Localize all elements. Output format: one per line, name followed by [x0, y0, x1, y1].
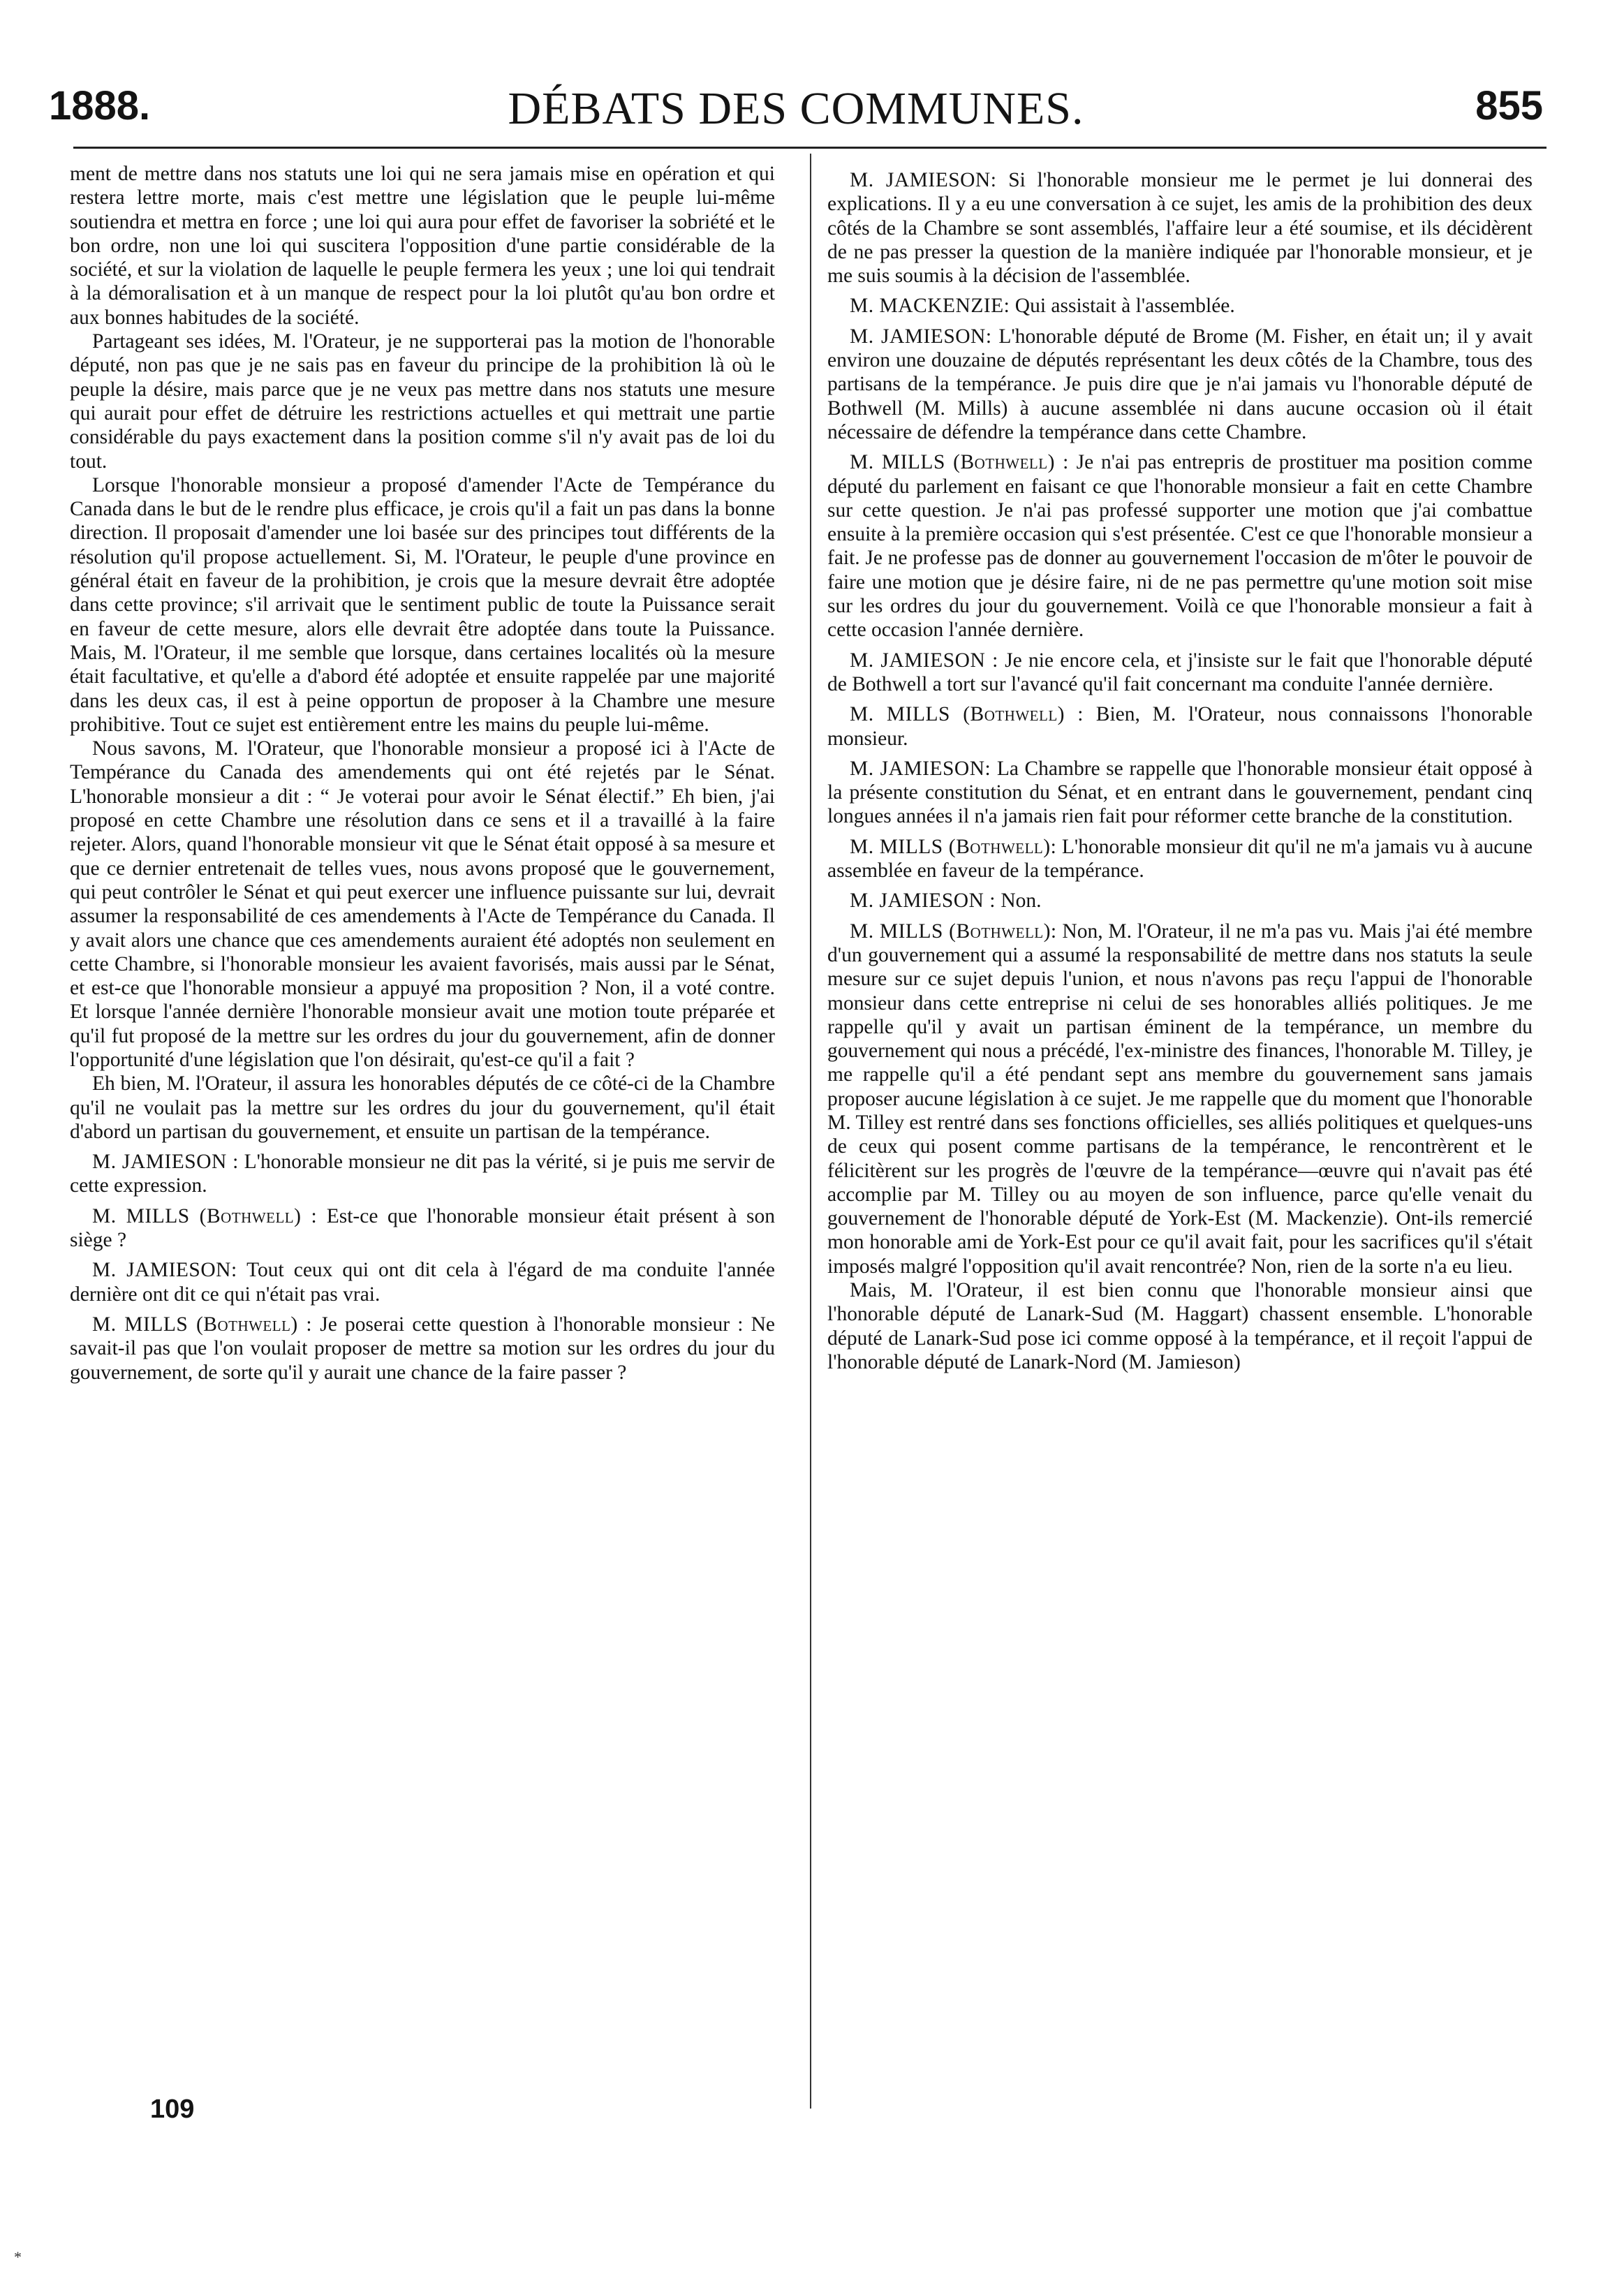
paragraph: Eh bien, M. l'Orateur, il assura les honorables députés de ce côté-ci de la Chambre qu'il ne voulait pas la mettre sur les ordres du jour du gouvernement, qu'il était d'abord un partisan du gouvernement, et ensuite un partisan de la tempérance. — [70, 1072, 775, 1143]
header-rule — [73, 147, 1547, 149]
speaker-name: M. MILLS (Bothwell) : — [92, 1313, 313, 1336]
page-number: 855 — [1475, 83, 1543, 128]
continued-paragraph: ment de mettre dans nos statuts une loi qui ne sera jamais mise en opération et qui restera lettre morte, mais c'est mettre une législation que le peuple lui-même soutiendra et mettra en force ; une loi qui aura pour effet de favoriser la sobriété et le bon ordre, non une loi qui suscitera l'opposition d'une partie considérable de la société, et sur la violation de laquelle le peuple fermera les yeux ; une loi qui tendrait à la démoralisation et à un manque de respect pour la loi plutôt qu'au bon ordre et aux bonnes habitudes de la société. — [70, 163, 775, 329]
speech-text: L'honorable monsieur ne dit pas la vérité, si je puis me servir de cette expression. — [70, 1151, 775, 1197]
speech-text: Non. — [1001, 889, 1042, 913]
speech-text: Bien, M. l'Orateur, nous connaissons l'honorable monsieur. — [827, 703, 1533, 750]
speaker-name: M. JAMIESON: — [850, 757, 991, 780]
speech-text: Tout ceux qui ont dit cela à l'égard de ma conduite l'année dernière ont dit ce qui n'était pas vrai. — [70, 1259, 775, 1306]
speech-text: L'honorable député de Brome (M. Fisher, en était un; il y avait environ une douzaine de députés représentant les deux côtés de la Chambre, tous des partisans de la tempérance. Je puis dire que je n'ai jamais vu l'honorable député de Bothwell (M. Mills) à aucune assemblée ni dans aucune occasion où il était nécessaire de défendre la tempérance dans cette Chambre. — [827, 325, 1533, 443]
speech-paragraph — [827, 168, 1533, 288]
speaker-name: M. JAMIESON : — [92, 1151, 239, 1174]
speech-text: L'honorable monsieur dit qu'il ne m'a jamais vu à aucune assemblée en faveur de la tempérance. — [827, 835, 1533, 883]
speech-paragraph — [70, 1313, 775, 1385]
header-title: DÉBATS DES COMMUNES. — [508, 83, 1084, 134]
speech-text: La Chambre se rappelle que l'honorable monsieur était opposé à la présente constitution du Sénat, et en entrant dans le gouvernement, pendant cinq longues années il n'a jamais rien fait pour réformer cette branche de la constitution. — [827, 757, 1533, 828]
speaker-name: M. JAMIESON: — [92, 1259, 237, 1282]
speech-paragraph — [827, 450, 1533, 642]
corner-mark: * — [14, 2248, 22, 2266]
speech-paragraph — [827, 325, 1533, 444]
speech-paragraph — [70, 1258, 775, 1306]
speech-paragraph — [827, 294, 1533, 318]
speaker-name: M. JAMIESON : — [850, 889, 996, 913]
speaker-name: M. MILLS (Bothwell): — [850, 835, 1057, 858]
speaker-name: M. JAMIESON: — [850, 169, 997, 191]
left-column — [70, 162, 775, 1385]
signature-number: 109 — [150, 2095, 195, 2124]
speech-text: Je nie encore cela, et j'insiste sur le fait que l'honorable député de Bothwell a tort sur l'avancé qu'il fait concernant ma conduite l'année dernière. — [827, 649, 1533, 695]
speech-paragraph — [827, 920, 1533, 1278]
column-divider — [810, 154, 811, 2109]
speech-paragraph — [827, 835, 1533, 883]
speech-text: Non, M. l'Orateur, il ne m'a pas vu. Mais j'ai été membre d'un gouvernement qui a assumé la responsabilité de mettre dans nos statuts la seule mesure sur ce sujet depuis l'union, et nous n'avons pas reçu l'appui de l'honorable monsieur dans cette entreprise ni celui de ses honorables alliés politiques. Je me rappelle qu'il y avait un partisan éminent de la tempérance, un membre du gouvernement qui nous a précédé, l'ex-ministre des finances, l'honorable M. Tilley, je me rappelle qu'il a été pendant sept ans membre du gouvernement sans jamais proposer aucune législation à ce sujet. Je me rappelle que du moment que l'honorable M. Tilley est rentré dans ses fonctions officielles, ses alliés politiques et quelques-uns de ceux qui posent comme partisans de la tempérance, le rencontrèrent et le félicitèrent sur les progrès de l'œuvre de la tempérance—œuvre qui n'avait pas été accomplie par M. Tilley ou au moyen de son influence, parce qu'elle venait du gouvernement de l'honorable député de York-Est (M. Mackenzie). Ont-ils remercié mon honorable ami de York-Est pour ce qu'il avait fait, pour les sacrifices qu'il s'était imposés malgré l'opposition qu'il avait rencontrée? Non, rien de la sorte n'a eu lieu. — [827, 920, 1533, 1278]
paragraph: Mais, M. l'Orateur, il est bien connu que l'honorable monsieur ainsi que l'honorable député de Lanark-Sud (M. Haggart) chassent ensemble. L'honorable député de Lanark-Sud pose ici comme opposé à la tempérance, et il reçoit l'appui de l'honorable député de Lanark-Nord (M. Jamieson) — [827, 1279, 1533, 1373]
speaker-name: M. MILLS (Bothwell) : — [92, 1204, 318, 1227]
speech-paragraph — [70, 1204, 775, 1253]
speech-text: Si l'honorable monsieur me le permet je lui donnerai des explications. Il y a eu une conversation à ce sujet, les amis de la prohibition des deux côtés de la Chambre se sont assemblés, l'affaire leur a été soumise, et ils décidèrent de ne pas presser la question de la manière indiquée par l'honorable monsieur, et je me suis soumis à la décision de l'assemblée. — [827, 169, 1533, 288]
page-header — [49, 82, 1543, 145]
paragraph: Partageant ses idées, M. l'Orateur, je ne supporterai pas la motion de l'honorable député, non pas que je ne sais pas en faveur du principe de la prohibition là où le peuple la désire, mais parce que je ne veux pas mettre dans nos statuts une mesure qui aurait pour effet de détruire les restrictions actuelles et qui mettrait une partie considérable du pays exactement dans la position comme s'il n'y avait pas de loi du tout. — [70, 330, 775, 473]
speech-text: Est-ce que l'honorable monsieur était présent à son siège ? — [70, 1204, 776, 1252]
speech-paragraph — [827, 889, 1533, 913]
speech-paragraph — [70, 1150, 775, 1198]
speaker-name: M. MILLS (Bothwell) : — [850, 703, 1084, 726]
paragraph: Lorsque l'honorable monsieur a proposé d'amender l'Acte de Tempérance du Canada dans le but de le rendre plus efficace, je crois qu'il a fait un pas dans la bonne direction. Il proposait d'amender une loi basée sur des principes tout différents de la résolution qu'il propose actuellement. Si, M. l'Orateur, le peuple d'une province en général était en faveur de la prohibition, je crois que la mesure devrait être adoptée dans cette province; s'il arrivait que le sentiment public de toute la Puissance serait en faveur de cette mesure, alors elle devrait être adoptée dans toute la Puissance. Mais, M. l'Orateur, il me semble que lorsque, dans certaines localités où la mesure était facultative, et qu'elle a d'abord été adoptée et ensuite rappelée par une majorité dans les deux cas, il est à peine opportun de proposer à la Chambre une mesure prohibitive. Tout ce sujet est entièrement entre les mains du peuple lui-même. — [70, 473, 775, 736]
speech-text: Je poserai cette question à l'honorable monsieur : Ne savait-il pas que l'on voulait proposer de mettre sa motion sur les ordres du jour du gouvernement, de sorte qu'il y aurait une chance de la faire passer ? — [70, 1313, 775, 1384]
speech-text: Je n'ai pas entrepris de prostituer ma position comme député du parlement en faisant ce que l'honorable monsieur a fait en cette Chambre sur cette question. Je n'ai pas professé supporter une motion que j'ai combattue ensuite à la première occasion qui s'est présentée. C'est ce que l'honorable monsieur a fait. Je ne professe pas de donner au gouvernement l'occasion de m'ôter le pouvoir de faire une motion que je désire faire, ni de ne pas permettre qu'une motion soit mise sur les ordres du jour du gouvernement. Voilà ce que l'honorable monsieur a fait à cette occasion l'année dernière. — [827, 451, 1533, 642]
header-year: 1888. — [49, 83, 151, 128]
paragraph: Nous savons, M. l'Orateur, que l'honorable monsieur a proposé ici à l'Acte de Tempérance du Canada des amendements qui ont été rejetés par le Sénat. L'honorable monsieur a dit : “ Je voterai pour avoir le Sénat électif.” Eh bien, j'ai proposé en cette Chambre une résolution dans ce sens et il a travaillé à la faire rejeter. Alors, quand l'honorable monsieur vit que le Sénat était opposé à sa mesure et que ce dernier entretenait de telles vues, nous avons proposé que le gouvernement, qui peut contrôler le Sénat et qui peut exercer une influence puissante sur lui, devrait assumer la responsabilité de ces amendements à l'Acte de Tempérance du Canada. Il y avait alors une chance que ces amendements auraient été adoptés non seulement en cette Chambre, si l'honorable monsieur les avaient favorisés, mais aussi par le Sénat, et est-ce que l'honorable monsieur a appuyé ma proposition ? Non, il a voté contre. Et lorsque l'année dernière l'honorable monsieur avait une motion toute préparée et qu'il fut proposé de la mettre sur les ordres du jour du gouvernement, afin de donner l'opportunité d'une législation que l'on désirait, qu'est-ce qu'il a fait ? — [70, 737, 775, 1071]
speech-text: Qui assistait à l'assemblée. — [1014, 295, 1235, 318]
speech-paragraph — [827, 702, 1533, 751]
speech-paragraph — [827, 757, 1533, 829]
right-column — [827, 162, 1533, 1374]
speech-paragraph — [827, 649, 1533, 697]
speaker-name: M. MACKENZIE: — [850, 295, 1010, 318]
speaker-name: M. MILLS (Bothwell) : — [850, 451, 1069, 474]
speaker-name: M. JAMIESON : — [850, 649, 998, 672]
speaker-name: M. JAMIESON: — [850, 325, 992, 348]
speaker-name: M. MILLS (Bothwell): — [850, 920, 1057, 943]
